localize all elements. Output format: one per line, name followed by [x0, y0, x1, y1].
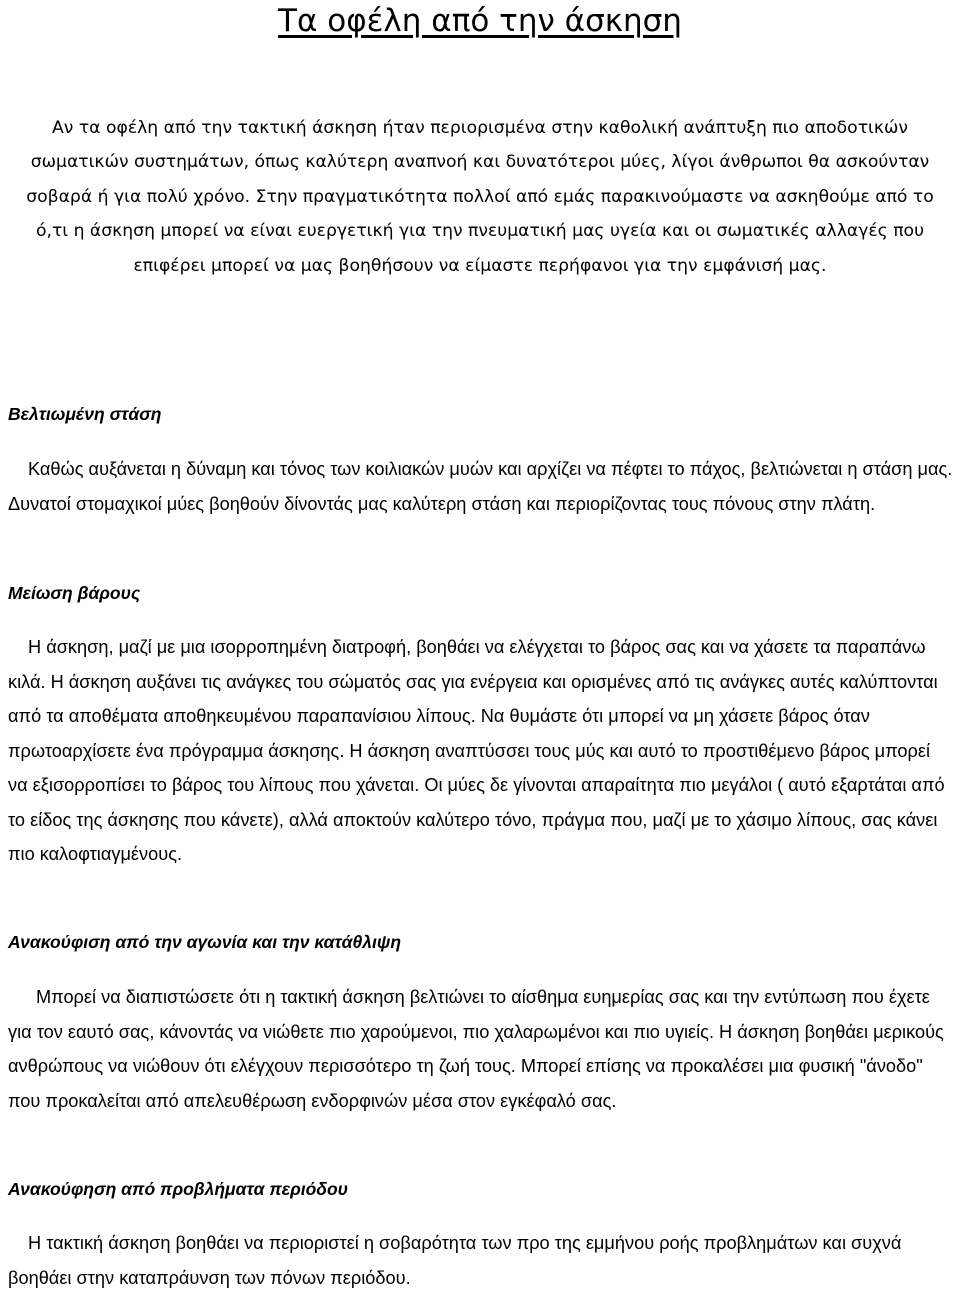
- intro-paragraph: Αν τα οφέλη από την τακτική άσκηση ήταν περιορισμένα στην καθολική ανάπτυξη πιο αποδοτικών σωματικών συστημάτων, όπως καλύτερη αναπνοή και δυνατότεροι μύες, λίγοι άνθρωποι θα ασκούνταν σοβαρά ή για πολύ χρόνο. Στην πραγματικότητα πολλοί από εμάς παρακινούμαστε να ασκηθούμε από το ό,τι η άσκηση μπορεί να είναι ευεργετική για την πνευματική μας υγεία και οι σωματικές αλλαγές που επιφέρει μπορεί να μας βοηθήσουν να είμαστε περήφανοι για την εμφάνισή μας.: [26, 118, 934, 276]
- section-heading-weight-loss: Μείωση βάρους: [8, 583, 141, 603]
- section-body-weight-loss: Η άσκηση, μαζί με μια ισορροπημένη διατροφή, βοηθάει να ελέγχεται το βάρος σας και να χάσετε τα παραπάνω κιλά. Η άσκηση αυξάνει τις ανάγκες του σώματός σας για ενέργεια και ορισμένες από τις ανάγκες αυτές καλύπτονται από τα αποθέματα αποθηκευμένου παραπανίσιου λίπους. Να θυμάστε ότι μπορεί να μη χάσετε βάρος όταν πρωτοαρχίσετε ένα πρόγραμμα άσκησης. Η άσκηση αναπτύσσει τους μύς και αυτό το προστιθέμενο βάρος μπορεί να εξισορροπίσει το βάρος του λίπους που χάνεται. Οι μύες δε γίνονται απαραίτητα πιο μεγάλοι ( αυτό εξαρτάται από το είδος της άσκησης που κάνετε), αλλά αποκτούν καλύτερο τόνο, πράγμα που, μαζί με το χάσιμο λίπους, σας κάνει πιο καλοφτιαγμένους.: [8, 637, 945, 864]
- section-heading-period-relief: Ανακούφηση από προβλήματα περιόδου: [8, 1179, 349, 1199]
- section-body-anxiety-relief: Μπορεί να διαπιστώσετε ότι η τακτική άσκηση βελτιώνει το αίσθημα ευημερίας σας και την εντύπωση που έχετε για τον εαυτό σας, κάνοντάς να νιώθετε πιο χαρούμενοι, πιο χαλαρωμένοι και πιο υγιείς. Η άσκηση βοηθάει μερικούς ανθρώπους να νιώθουν ότι ελέγχουν περισσότερο τη ζωή τους. Μπορεί επίσης να προκαλέσει μια φυσική "άνοδο" που προκαλείται από απελευθέρωση ενδορφινών μέσα στον εγκέφαλό σας.: [8, 987, 944, 1111]
- page-title: Τα οφέλη από την άσκηση: [278, 3, 682, 39]
- section-heading-anxiety-relief: Ανακούφιση από την αγωνία και την κατάθλιψη: [8, 932, 402, 952]
- section-heading-posture: Βελτιωμένη στάση: [8, 404, 162, 424]
- section-body-posture: Καθώς αυξάνεται η δύναμη και τόνος των κοιλιακών μυών και αρχίζει να πέφτει το πάχος, βελτιώνεται η στάση μας. Δυνατοί στομαχικοί μύες βοηθούν δίνοντάς μας καλύτερη στάση και περιορίζοντας τους πόνους στην πλάτη.: [8, 459, 953, 514]
- section-body-period-relief: Η τακτική άσκηση βοηθάει να περιοριστεί η σοβαρότητα των προ της εμμήνου ροής προβλημάτων και συχνά βοηθάει στην καταπράυνση των πόνων περιόδου.: [8, 1233, 902, 1288]
